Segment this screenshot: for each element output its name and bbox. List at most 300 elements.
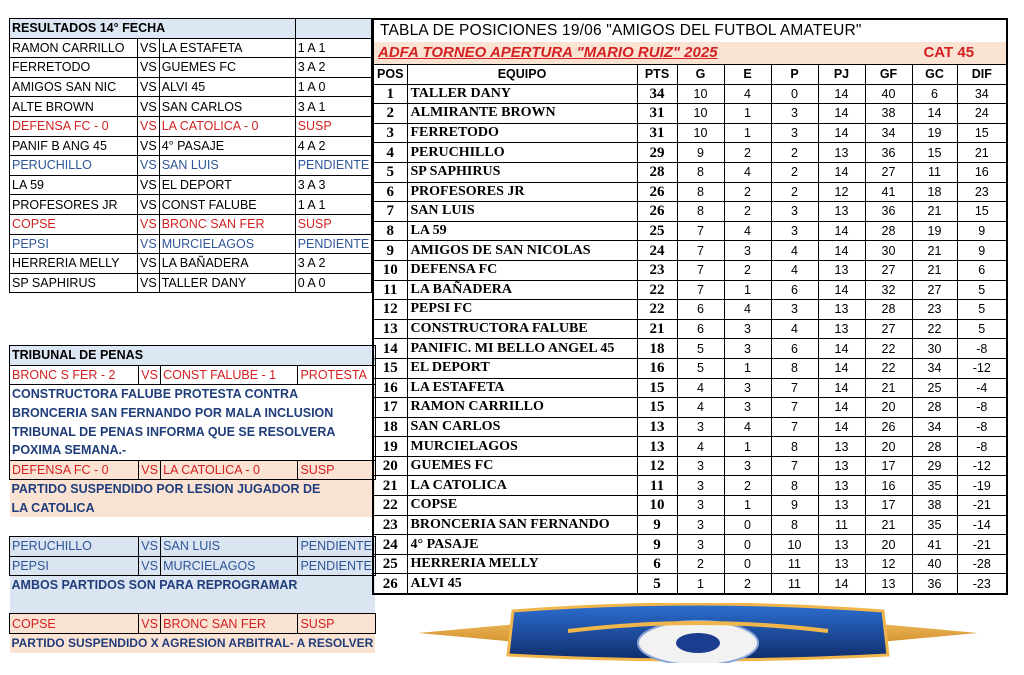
standings-cell-pts: 24 (637, 241, 677, 261)
tribunal-case-row (10, 460, 376, 480)
standings-cell-e: 3 (724, 319, 771, 339)
tribunal-home: DEFENSA FC - 0 (10, 460, 139, 480)
standings-cell-dif: 21 (957, 143, 1007, 163)
standings-cell-pos: 16 (373, 378, 407, 398)
standings-cell-gf: 41 (865, 182, 912, 202)
standings-cell-pts: 16 (637, 358, 677, 378)
standings-cell-team: ALMIRANTE BROWN (407, 104, 637, 124)
standings-cell-gf: 17 (865, 456, 912, 476)
standings-cell-e: 0 (724, 515, 771, 535)
column-header-gf: GF (865, 65, 912, 85)
standings-cell-g: 5 (677, 339, 724, 359)
standings-cell-team: ALVI 45 (407, 574, 637, 594)
result-vs: VS (138, 273, 160, 293)
result-vs: VS (138, 116, 160, 136)
standings-cell-dif: 9 (957, 241, 1007, 261)
standings-cell-dif: 34 (957, 84, 1007, 104)
result-score: 3 A 1 (295, 97, 372, 117)
tribunal-home: PEPSI (10, 556, 139, 576)
standings-cell-dif: -28 (957, 554, 1007, 574)
standings-cell-pos: 25 (373, 554, 407, 574)
result-home: RAMON CARRILLO (10, 38, 138, 58)
standings-cell-gc: 15 (912, 143, 957, 163)
standings-cell-p: 7 (771, 417, 818, 437)
standings-cell-pts: 31 (637, 104, 677, 124)
result-home: PROFESORES JR (10, 195, 138, 215)
standings-cell-dif: -21 (957, 535, 1007, 555)
standings-cell-p: 4 (771, 241, 818, 261)
standings-cell-gf: 26 (865, 417, 912, 437)
standings-cell-dif: -12 (957, 358, 1007, 378)
standings-cell-pj: 14 (818, 339, 865, 359)
standings-cell-gc: 40 (912, 554, 957, 574)
standings-cell-p: 0 (771, 84, 818, 104)
standings-cell-team: PEPSI FC (407, 300, 637, 320)
tribunal-status: SUSP (298, 614, 375, 634)
standings-cell-pts: 15 (637, 378, 677, 398)
tribunal-note: PARTIDO SUSPENDIDO POR LESION JUGADOR DE (11, 482, 321, 497)
standings-cell-gc: 30 (912, 339, 957, 359)
result-vs: VS (138, 77, 160, 97)
tribunal-away: LA CATOLICA - 0 (161, 460, 298, 480)
standings-cell-dif: -8 (957, 339, 1007, 359)
result-vs: VS (138, 58, 160, 78)
standings-cell-pts: 31 (637, 123, 677, 143)
tribunal-note-row (10, 576, 376, 595)
tribunal-note-row (10, 633, 376, 652)
standings-row (373, 260, 1007, 280)
result-away: BRONC SAN FER (159, 214, 295, 234)
standings-cell-pts: 25 (637, 221, 677, 241)
tribunal-away: SAN LUIS (161, 536, 298, 556)
standings-cell-pos: 8 (373, 221, 407, 241)
standings-cell-gf: 27 (865, 319, 912, 339)
tribunal-home: BRONC S FER - 2 (10, 365, 139, 385)
standings-row (373, 554, 1007, 574)
standings-cell-pts: 12 (637, 456, 677, 476)
standings-cell-e: 2 (724, 202, 771, 222)
standings-cell-p: 7 (771, 398, 818, 418)
standings-cell-dif: 23 (957, 182, 1007, 202)
standings-cell-gf: 21 (865, 378, 912, 398)
tribunal-case-row (10, 614, 376, 634)
result-vs: VS (138, 214, 160, 234)
standings-cell-team: LA CATOLICA (407, 476, 637, 496)
standings-cell-gc: 6 (912, 84, 957, 104)
standings-cell-dif: 5 (957, 319, 1007, 339)
adfa-logo-icon (418, 603, 978, 663)
result-score: 3 A 2 (295, 254, 372, 274)
result-home: AMIGOS SAN NIC (10, 77, 138, 97)
standings-cell-pj: 13 (818, 476, 865, 496)
standings-cell-pos: 6 (373, 182, 407, 202)
standings-cell-pj: 13 (818, 554, 865, 574)
standings-cell-g: 4 (677, 437, 724, 457)
standings-title: TABLA DE POSICIONES 19/06 "AMIGOS DEL FUTBOL AMATEUR" (373, 19, 1007, 42)
result-row (10, 195, 372, 215)
column-header-pj: PJ (818, 65, 865, 85)
standings-cell-e: 0 (724, 554, 771, 574)
standings-cell-pts: 22 (637, 280, 677, 300)
standings-cell-e: 3 (724, 241, 771, 261)
result-home: DEFENSA FC - 0 (10, 116, 138, 136)
result-away: CONST FALUBE (159, 195, 295, 215)
standings-cell-pj: 14 (818, 417, 865, 437)
standings-cell-dif: 9 (957, 221, 1007, 241)
result-score: 1 A 1 (295, 38, 372, 58)
tribunal-title: TRIBUNAL DE PENAS (10, 346, 376, 366)
column-header-p: P (771, 65, 818, 85)
standings-cell-pj: 14 (818, 123, 865, 143)
standings-cell-pj: 14 (818, 378, 865, 398)
result-vs: VS (138, 156, 160, 176)
standings-cell-pj: 13 (818, 456, 865, 476)
tribunal-note: PARTIDO SUSPENDIDO X AGRESION ARBITRAL- A RESOLVER (11, 636, 374, 651)
result-score: 3 A 2 (295, 58, 372, 78)
standings-row (373, 182, 1007, 202)
standings-cell-g: 8 (677, 182, 724, 202)
tribunal-note: POXIMA SEMANA.- (10, 441, 376, 460)
standings-cell-pts: 21 (637, 319, 677, 339)
standings-cell-pj: 14 (818, 280, 865, 300)
standings-column-header-row (373, 65, 1007, 85)
standings-cell-gc: 19 (912, 221, 957, 241)
standings-cell-pts: 29 (637, 143, 677, 163)
standings-cell-g: 7 (677, 260, 724, 280)
standings-cell-gf: 20 (865, 535, 912, 555)
standings-cell-team: LA 59 (407, 221, 637, 241)
standings-row (373, 104, 1007, 124)
tribunal-home: COPSE (10, 614, 139, 634)
result-away: SAN LUIS (159, 156, 295, 176)
tribunal-case-row (10, 536, 376, 556)
standings-cell-e: 1 (724, 104, 771, 124)
standings-cell-team: SP SAPHIRUS (407, 162, 637, 182)
standings-cell-p: 4 (771, 260, 818, 280)
standings-cell-g: 3 (677, 456, 724, 476)
tribunal-spacer-row (10, 517, 376, 536)
standings-cell-g: 9 (677, 143, 724, 163)
standings-cell-team: 4° PASAJE (407, 535, 637, 555)
standings-cell-pos: 23 (373, 515, 407, 535)
tribunal-case-row (10, 556, 376, 576)
standings-cell-gf: 20 (865, 398, 912, 418)
standings-cell-team: PERUCHILLO (407, 143, 637, 163)
standings-cell-g: 3 (677, 496, 724, 516)
standings-cell-dif: -19 (957, 476, 1007, 496)
standings-cell-team: AMIGOS DE SAN NICOLAS (407, 241, 637, 261)
standings-cell-p: 2 (771, 182, 818, 202)
standings-row (373, 417, 1007, 437)
tribunal-spacer (10, 595, 376, 614)
standings-row (373, 496, 1007, 516)
standings-cell-gc: 19 (912, 123, 957, 143)
standings-cell-e: 3 (724, 378, 771, 398)
tribunal-note-row (10, 480, 376, 499)
results-title: RESULTADOS 14° FECHA (10, 19, 296, 39)
column-header-g: G (677, 65, 724, 85)
standings-cell-pos: 2 (373, 104, 407, 124)
result-row (10, 77, 372, 97)
result-score: SUSP (295, 214, 372, 234)
standings-cell-g: 8 (677, 202, 724, 222)
standings-cell-dif: 16 (957, 162, 1007, 182)
standings-cell-e: 2 (724, 476, 771, 496)
tournament-name: ADFA TORNEO APERTURA "MARIO RUIZ" 2025 (378, 44, 718, 61)
standings-cell-e: 4 (724, 221, 771, 241)
result-home: COPSE (10, 214, 138, 234)
result-score: 3 A 3 (295, 175, 372, 195)
standings-cell-gf: 22 (865, 358, 912, 378)
standings-cell-pj: 14 (818, 574, 865, 594)
standings-cell-pos: 14 (373, 339, 407, 359)
tribunal-away: CONST FALUBE - 1 (161, 365, 298, 385)
standings-cell-gf: 38 (865, 104, 912, 124)
standings-cell-gc: 35 (912, 515, 957, 535)
tribunal-away: MURCIELAGOS (161, 556, 298, 576)
standings-row (373, 202, 1007, 222)
standings-cell-g: 7 (677, 221, 724, 241)
column-header-equipo: EQUIPO (407, 65, 637, 85)
standings-cell-p: 8 (771, 358, 818, 378)
standings-cell-g: 10 (677, 84, 724, 104)
standings-cell-gc: 41 (912, 535, 957, 555)
tribunal-status: PENDIENTE (298, 556, 375, 576)
result-away: 4° PASAJE (159, 136, 295, 156)
standings-cell-gc: 34 (912, 358, 957, 378)
tribunal-vs: VS (139, 614, 161, 634)
standings-cell-e: 1 (724, 437, 771, 457)
standings-cell-p: 4 (771, 319, 818, 339)
tribunal-note: AMBOS PARTIDOS SON PARA REPROGRAMAR (11, 578, 298, 593)
standings-cell-g: 1 (677, 574, 724, 594)
standings-cell-gc: 21 (912, 241, 957, 261)
standings-cell-pj: 14 (818, 358, 865, 378)
standings-cell-g: 10 (677, 123, 724, 143)
standings-cell-gc: 28 (912, 437, 957, 457)
standings-table (372, 18, 1008, 595)
standings-cell-pj: 14 (818, 104, 865, 124)
standings-cell-e: 3 (724, 456, 771, 476)
standings-cell-g: 8 (677, 162, 724, 182)
tribunal-header-row (10, 346, 376, 366)
standings-row (373, 162, 1007, 182)
tribunal-note: CONSTRUCTORA FALUBE PROTESTA CONTRA (10, 385, 376, 404)
standings-row (373, 319, 1007, 339)
result-home: LA 59 (10, 175, 138, 195)
result-score: SUSP (295, 116, 372, 136)
standings-cell-p: 10 (771, 535, 818, 555)
standings-cell-pos: 3 (373, 123, 407, 143)
standings-cell-team: GUEMES FC (407, 456, 637, 476)
standings-cell-gc: 34 (912, 417, 957, 437)
result-away: GUEMES FC (159, 58, 295, 78)
standings-row (373, 574, 1007, 594)
standings-cell-pj: 13 (818, 496, 865, 516)
standings-title-row (373, 19, 1007, 42)
result-score: 0 A 0 (295, 273, 372, 293)
standings-cell-team: SAN LUIS (407, 202, 637, 222)
standings-cell-pos: 5 (373, 162, 407, 182)
result-row (10, 175, 372, 195)
column-header-pos: POS (373, 65, 407, 85)
standings-row (373, 84, 1007, 104)
standings-cell-g: 3 (677, 476, 724, 496)
standings-cell-gf: 34 (865, 123, 912, 143)
standings-cell-e: 1 (724, 280, 771, 300)
result-score: PENDIENTE (295, 156, 372, 176)
standings-cell-gc: 11 (912, 162, 957, 182)
column-header-gc: GC (912, 65, 957, 85)
standings-cell-pos: 4 (373, 143, 407, 163)
results-table (9, 18, 372, 293)
result-score: 1 A 0 (295, 77, 372, 97)
standings-cell-dif: -23 (957, 574, 1007, 594)
tribunal-vs: VS (139, 536, 161, 556)
standings-cell-p: 3 (771, 202, 818, 222)
standings-cell-e: 3 (724, 398, 771, 418)
tribunal-note-row (10, 404, 376, 423)
standings-cell-dif: -21 (957, 496, 1007, 516)
standings-cell-pj: 13 (818, 202, 865, 222)
standings-cell-team: FERRETODO (407, 123, 637, 143)
standings-cell-gc: 35 (912, 476, 957, 496)
standings-cell-pos: 18 (373, 417, 407, 437)
standings-cell-dif: 15 (957, 123, 1007, 143)
tribunal-note-row (10, 422, 376, 441)
result-row (10, 116, 372, 136)
standings-cell-team: TALLER DANY (407, 84, 637, 104)
standings-cell-gc: 29 (912, 456, 957, 476)
standings-cell-e: 2 (724, 574, 771, 594)
standings-cell-team: PROFESORES JR (407, 182, 637, 202)
tribunal-away: BRONC SAN FER (161, 614, 298, 634)
standings-cell-gc: 23 (912, 300, 957, 320)
standings-cell-gf: 30 (865, 241, 912, 261)
tribunal-note-row (10, 441, 376, 460)
standings-cell-p: 2 (771, 162, 818, 182)
standings-cell-pos: 9 (373, 241, 407, 261)
standings-row (373, 241, 1007, 261)
tribunal-spacer-row (10, 595, 376, 614)
standings-cell-gc: 38 (912, 496, 957, 516)
standings-cell-pos: 12 (373, 300, 407, 320)
standings-cell-gf: 17 (865, 496, 912, 516)
standings-row (373, 437, 1007, 457)
standings-cell-pj: 13 (818, 260, 865, 280)
standings-cell-pos: 13 (373, 319, 407, 339)
result-home: FERRETODO (10, 58, 138, 78)
result-home: SP SAPHIRUS (10, 273, 138, 293)
standings-cell-pts: 23 (637, 260, 677, 280)
tribunal-status: SUSP (298, 460, 375, 480)
standings-cell-pos: 17 (373, 398, 407, 418)
standings-cell-pj: 13 (818, 437, 865, 457)
standings-cell-pts: 26 (637, 182, 677, 202)
standings-cell-pos: 24 (373, 535, 407, 555)
standings-cell-pts: 13 (637, 437, 677, 457)
standings-cell-pos: 22 (373, 496, 407, 516)
standings-cell-team: SAN CARLOS (407, 417, 637, 437)
standings-cell-pts: 11 (637, 476, 677, 496)
standings-cell-team: EL DEPORT (407, 358, 637, 378)
standings-row (373, 280, 1007, 300)
standings-cell-gf: 21 (865, 515, 912, 535)
standings-cell-g: 5 (677, 358, 724, 378)
standings-cell-pts: 26 (637, 202, 677, 222)
standings-cell-pts: 5 (637, 574, 677, 594)
standings-cell-g: 3 (677, 417, 724, 437)
standings-cell-gf: 28 (865, 221, 912, 241)
standings-cell-pos: 7 (373, 202, 407, 222)
standings-cell-pts: 22 (637, 300, 677, 320)
standings-cell-pts: 28 (637, 162, 677, 182)
result-vs: VS (138, 38, 160, 58)
standings-cell-p: 3 (771, 221, 818, 241)
result-home: PERUCHILLO (10, 156, 138, 176)
result-away: LA ESTAFETA (159, 38, 295, 58)
result-row (10, 214, 372, 234)
result-score: PENDIENTE (295, 234, 372, 254)
standings-cell-p: 8 (771, 515, 818, 535)
standings-cell-dif: 6 (957, 260, 1007, 280)
result-vs: VS (138, 97, 160, 117)
standings-cell-dif: 24 (957, 104, 1007, 124)
standings-row (373, 456, 1007, 476)
result-away: LA BAÑADERA (159, 254, 295, 274)
result-away: EL DEPORT (159, 175, 295, 195)
standings-cell-pts: 9 (637, 535, 677, 555)
standings-cell-p: 8 (771, 476, 818, 496)
standings-cell-g: 2 (677, 554, 724, 574)
standings-row (373, 515, 1007, 535)
standings-cell-pj: 13 (818, 319, 865, 339)
standings-cell-gf: 20 (865, 437, 912, 457)
standings-cell-g: 6 (677, 300, 724, 320)
result-vs: VS (138, 175, 160, 195)
result-vs: VS (138, 136, 160, 156)
standings-cell-e: 4 (724, 417, 771, 437)
standings-cell-pj: 13 (818, 300, 865, 320)
standings-cell-pts: 13 (637, 417, 677, 437)
result-away: SAN CARLOS (159, 97, 295, 117)
results-header-blank (295, 19, 372, 39)
result-away: TALLER DANY (159, 273, 295, 293)
result-row (10, 97, 372, 117)
tribunal-status: PENDIENTE (298, 536, 375, 556)
result-away: LA CATOLICA - 0 (159, 116, 295, 136)
column-header-pts: PTS (637, 65, 677, 85)
standings-cell-pos: 26 (373, 574, 407, 594)
result-vs: VS (138, 234, 160, 254)
column-header-dif: DIF (957, 65, 1007, 85)
standings-cell-pj: 14 (818, 221, 865, 241)
standings-cell-p: 3 (771, 123, 818, 143)
result-away: ALVI 45 (159, 77, 295, 97)
tribunal-case-row (10, 365, 376, 385)
standings-subtitle-row (373, 42, 1007, 65)
result-vs: VS (138, 195, 160, 215)
result-row (10, 156, 372, 176)
standings-cell-dif: -8 (957, 417, 1007, 437)
standings-cell-gf: 16 (865, 476, 912, 496)
standings-cell-gf: 28 (865, 300, 912, 320)
tribunal-vs: VS (139, 365, 161, 385)
standings-row (373, 339, 1007, 359)
results-header-row (10, 19, 372, 39)
standings-cell-p: 11 (771, 574, 818, 594)
result-home: PANIF B ANG 45 (10, 136, 138, 156)
